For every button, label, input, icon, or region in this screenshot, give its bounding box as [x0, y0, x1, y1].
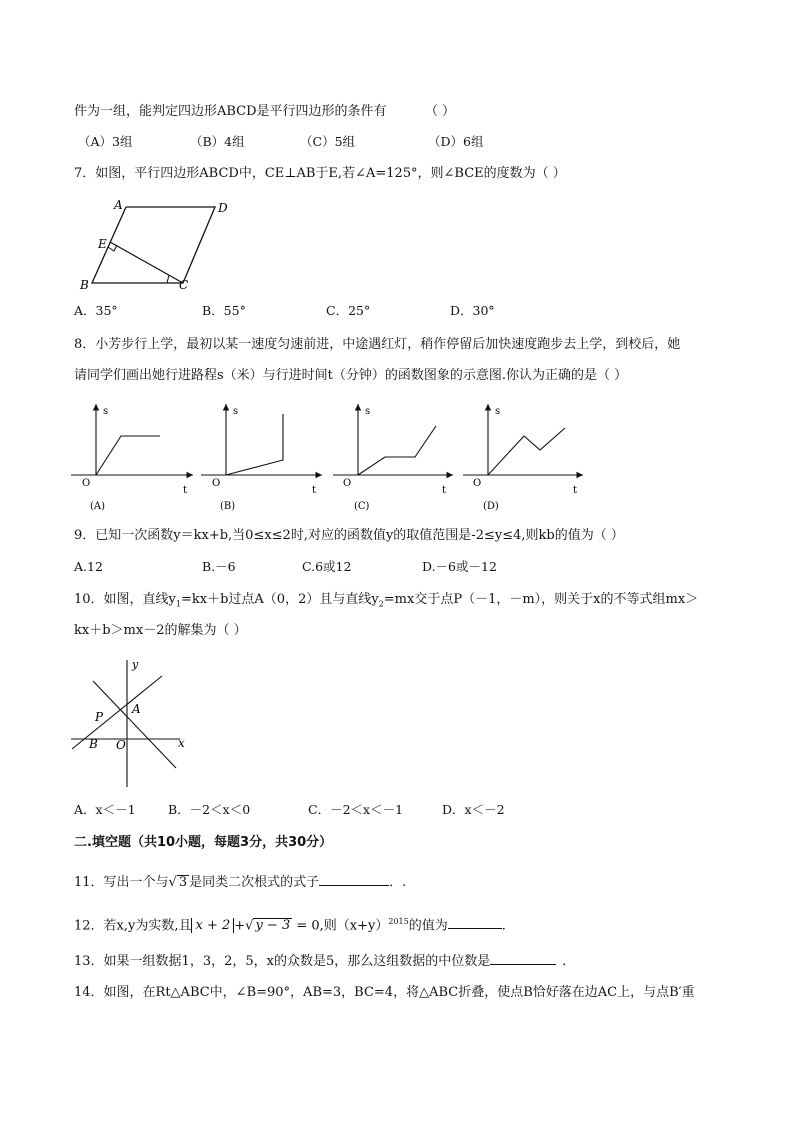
q8-graph-d-curve — [488, 428, 565, 475]
q12-answer-blank[interactable] — [448, 916, 502, 929]
q10-label-p: P — [95, 710, 104, 724]
q8-stem-line2: 请同学们画出她行进路程s（米）与行进时间t（分钟）的函数图象的示意图.你认为正确的是（ ） — [74, 368, 628, 383]
q12-exponent: 2015 — [388, 917, 409, 926]
q10-line-y2 — [93, 681, 176, 768]
q6-stem-line — [74, 104, 455, 120]
q10-option-c: C．－2＜x＜－1 — [308, 802, 404, 817]
q10-sub-2: 2 — [378, 599, 384, 609]
q7-angle-mark — [167, 275, 169, 283]
q14-stem: 14．如图，在Rt△ABC中，∠B=90°，AB=3，BC=4，将△ABC折叠，使点B恰好落在边AC上，与点B′重 — [74, 985, 695, 1000]
q7-label-d: D — [218, 201, 228, 215]
q13-line: 13．如果一组数据1，3，2，5，x的众数是5，那么这组数据的中位数是 ． — [74, 954, 576, 969]
q7-segment-ce — [110, 242, 183, 283]
q8-graph-a-label: (A) — [90, 501, 106, 512]
q10-label-a: A — [132, 702, 141, 716]
q8-graph-c-axis-t: t — [442, 485, 447, 496]
q8-graph-a-origin: O — [82, 478, 91, 489]
q8-graph-c — [333, 404, 453, 512]
q10-lines-figure — [65, 655, 200, 790]
q8-graph-b-axis-s: s — [233, 406, 239, 417]
q7-option-b: B．55° — [202, 303, 246, 318]
q8-graph-b-curve — [226, 414, 283, 475]
q8-graph-c-curve — [358, 426, 436, 475]
q8-graph-a — [71, 404, 193, 512]
section-2-title: 二.填空题（共10小题，每题3分，共30分） — [74, 835, 333, 850]
q9-option-b: B.－6 — [202, 559, 236, 574]
q9-stem: 9．已知一次函数y＝kx+b,当0≤x≤2时,对应的函数值y的取值范围是-2≤y≤4,则kb的值为（ ） — [74, 528, 624, 543]
q10-label-y: y — [132, 658, 139, 671]
q8-graph-c-origin: O — [343, 478, 352, 489]
q8-graph-d-origin: O — [473, 478, 482, 489]
q11-answer-blank[interactable] — [319, 873, 389, 886]
q9-option-d: D.－6或－12 — [422, 559, 497, 574]
q7-right-angle-mark — [108, 245, 117, 251]
q6-stem: 件为一组，能判定四边形ABCD是平行四边形的条件有 — [74, 104, 387, 119]
q8-graph-d-label: (D) — [483, 501, 499, 512]
q7-stem: 7．如图，平行四边形ABCD中，CE⊥AB于E,若∠A=125°，则∠BCE的度数为（ ） — [74, 166, 566, 181]
q7-label-c: C — [179, 278, 189, 292]
q10-label-x: x — [178, 736, 185, 750]
q8-graph-d-axis-s: s — [495, 406, 501, 417]
q8-graph-c-axis-s: s — [365, 406, 371, 417]
q10-option-a: A．x＜－1 — [74, 802, 136, 817]
q13-answer-blank[interactable] — [490, 952, 556, 965]
q12-sqrt-symbol: √ — [245, 918, 254, 934]
q9-option-a: A.12 — [74, 559, 103, 574]
q8-graph-a-axis-s: s — [103, 406, 109, 417]
q8-graph-b-axis-t: t — [312, 485, 317, 496]
q11-line: 11．写出一个与√ 3 是同类二次根式的式子 ．. — [74, 875, 407, 890]
q8-graph-b — [201, 404, 322, 512]
q12-radicand: y − 3 — [255, 918, 291, 934]
q7-option-c: C．25° — [326, 303, 371, 318]
q8-graphs-figure — [65, 398, 595, 516]
q7-parallelogram-figure — [70, 190, 240, 300]
q8-graph-d — [463, 404, 583, 512]
q8-graph-b-origin: O — [212, 478, 221, 489]
q8-graph-a-axis-t: t — [183, 485, 188, 496]
q10-option-d: D．x＜－2 — [442, 802, 505, 817]
q6-option-b: （B）4组 — [190, 134, 245, 149]
q7-parallelogram — [92, 207, 215, 283]
q7-label-b: B — [80, 278, 89, 292]
q8-graph-b-label: (B) — [220, 501, 236, 512]
q12-line: 12．若x,y为实数,且 x + 2 +√ y − 3 = 0,则$(x+y)^{2015}$的值为 . — [74, 917, 506, 934]
q11-radicand: 3 — [178, 875, 188, 890]
q10-sub-1: 1 — [175, 599, 181, 609]
q11-sqrt-symbol: √ — [168, 875, 177, 890]
q7-label-e: E — [98, 237, 107, 251]
q6-option-a: （A）3组 — [78, 134, 133, 149]
q8-graph-d-axis-t: t — [573, 485, 578, 496]
q12-abs-expr: x + 2 — [191, 918, 234, 933]
q8-stem-line1: 8．小芳步行上学，最初以某一速度匀速前进，中途遇红灯，稍作停留后加快速度跑步去上学，到校后，她 — [74, 337, 681, 352]
q10-stem-line2: kx＋b＞mx－2的解集为（ ） — [74, 623, 247, 638]
q8-graph-c-label: (C) — [354, 501, 370, 512]
q10-option-b: B．－2＜x＜0 — [168, 802, 251, 817]
q10-label-b: B — [89, 737, 98, 751]
q7-option-d: D．30° — [450, 303, 495, 318]
q6-answer-paren: （ ） — [424, 104, 455, 119]
q7-label-a: A — [114, 198, 123, 212]
q10-label-o: O — [116, 738, 126, 752]
q8-graph-a-curve — [96, 436, 160, 475]
q6-option-c: （C）5组 — [300, 134, 356, 149]
q9-option-c: C.6或12 — [302, 559, 352, 574]
q10-stem-line1: 10．如图，直线$y_1=kx+b$过点A（0，2）且与直线$y_2=mx$交于点P（－1，－m），则关于x的不等式组mx＞ — [74, 592, 699, 609]
q7-option-a: A．35° — [74, 303, 118, 318]
q6-option-d: （D）6组 — [428, 134, 484, 149]
